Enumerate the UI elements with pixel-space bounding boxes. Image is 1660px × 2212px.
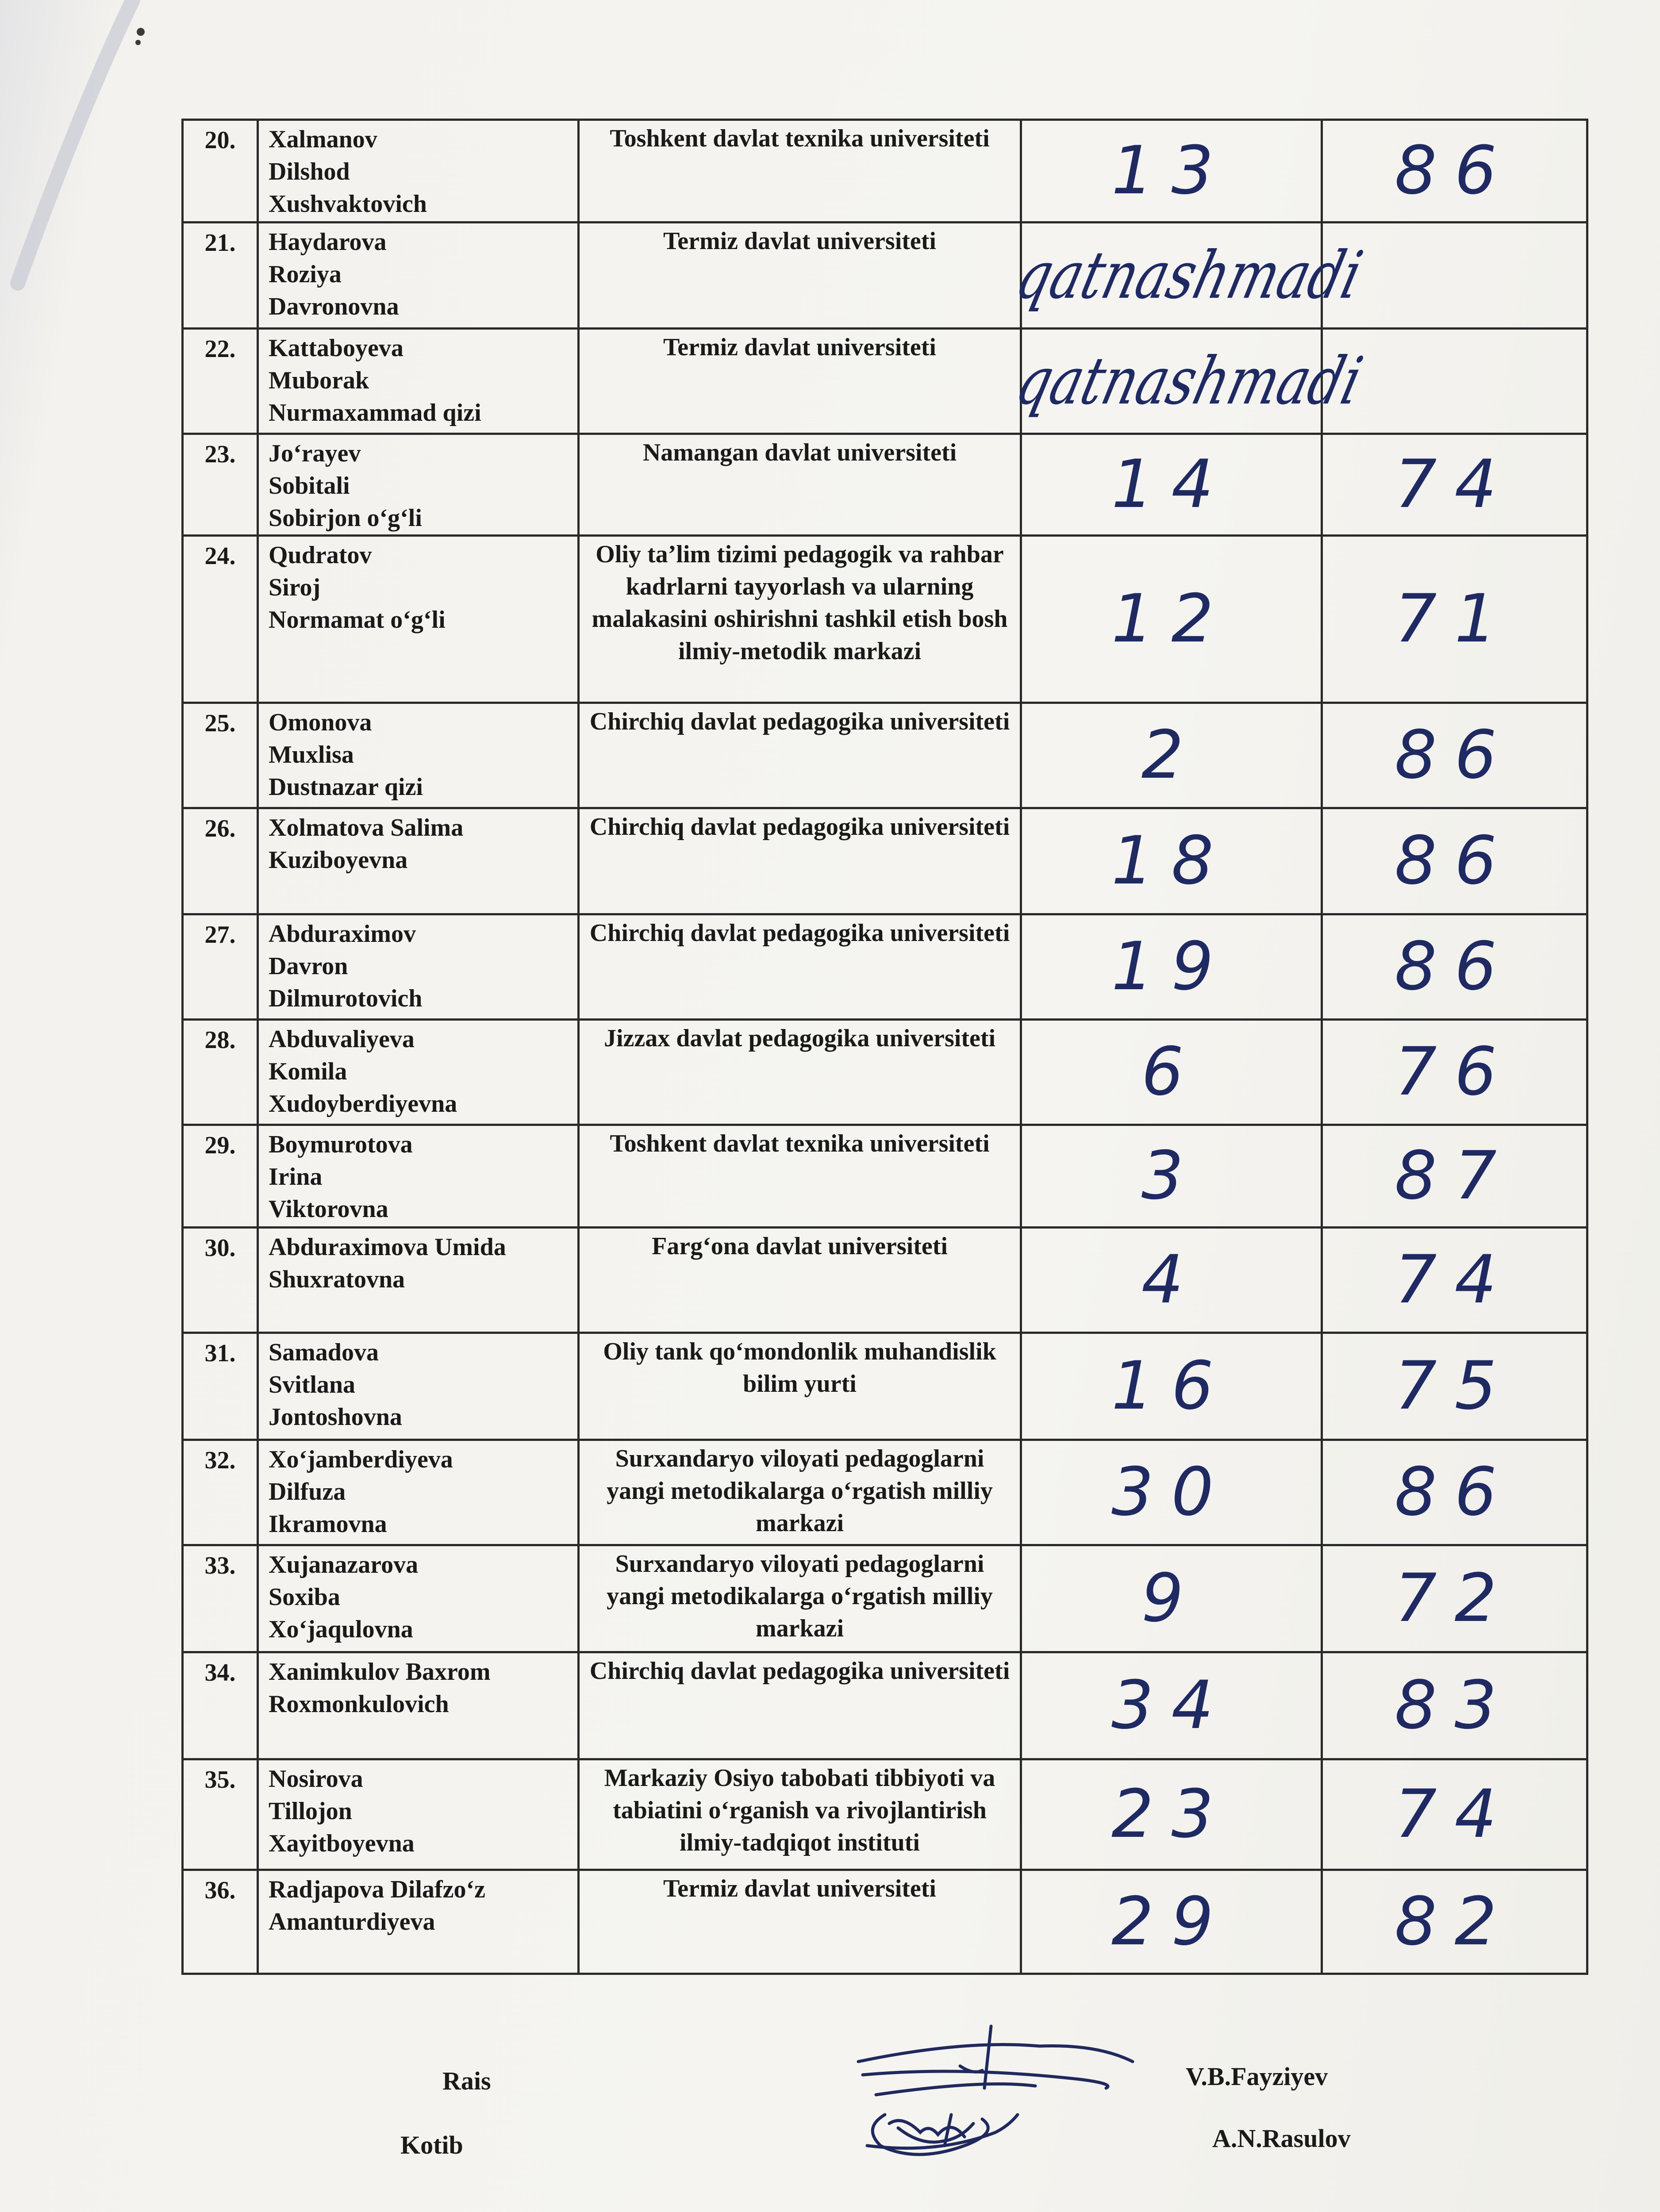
handwritten-score-2: 76 xyxy=(1322,1020,1587,1125)
row-number: 26. xyxy=(183,808,258,914)
participant-name-line: Abduraximov xyxy=(269,920,416,948)
participant-name-line: Xayitboyevna xyxy=(269,1830,415,1857)
participant-name-line: Qudratov xyxy=(269,541,372,569)
handwritten-score-1: 2 xyxy=(1021,703,1322,808)
row-number: 34. xyxy=(183,1652,258,1759)
organization-cell xyxy=(579,1440,1021,1545)
table-row xyxy=(183,1652,1587,1759)
organization-name: Oliy tank qo‘mondonlik muhandislik bilim yurti xyxy=(603,1338,996,1398)
participant-name-line: Dilfuza xyxy=(269,1478,346,1505)
secretary-signature xyxy=(867,2115,1018,2154)
organization-name: Namangan davlat universiteti xyxy=(642,439,957,466)
participant-name-line: Xanimkulov Baxrom xyxy=(269,1658,491,1686)
participant-name-line: Dustnazar qizi xyxy=(269,773,423,801)
row-number: 21. xyxy=(183,223,258,329)
handwritten-score-2: 74 xyxy=(1322,1759,1587,1870)
handwritten-score-2: 86 xyxy=(1322,703,1587,808)
participant-name-line: Jo‘rayev xyxy=(269,440,361,467)
row-number: 25. xyxy=(183,703,258,808)
organization-name: Markaziy Osiyo tabobati tibbiyoti va tabiatini o‘rganish va rivojlantirish ilmiy-tadqiqot instituti xyxy=(604,1764,995,1856)
participant-name-line: Davron xyxy=(269,952,348,980)
table-row xyxy=(183,1333,1587,1440)
participant-name-line: Jontoshovna xyxy=(269,1403,402,1431)
participant-name-line: Muborak xyxy=(269,367,369,394)
participant-name-line: Xo‘jaqulovna xyxy=(269,1616,413,1643)
table-row xyxy=(183,1759,1587,1870)
participant-name-line: Shuxratovna xyxy=(269,1266,405,1293)
row-number: 29. xyxy=(183,1125,258,1228)
handwritten-score-2: 82 xyxy=(1322,1870,1587,1974)
participant-name-line: Ikramovna xyxy=(269,1510,387,1538)
participant-name-line: Haydarova xyxy=(269,228,387,256)
participant-name-cell xyxy=(258,1759,579,1870)
participant-name-line: Abduraximova Umida xyxy=(269,1233,506,1261)
handwritten-score-1: 4 xyxy=(1021,1228,1322,1333)
chair-name: V.B.Fayziyev xyxy=(1186,2062,1328,2091)
participant-name-line: Xushvaktovich xyxy=(269,190,427,218)
handwritten-score-1 xyxy=(1009,329,1370,434)
handwritten-score-2: 83 xyxy=(1322,1652,1587,1759)
handwritten-score-2: 86 xyxy=(1322,1440,1587,1545)
organization-cell xyxy=(579,434,1021,536)
participant-name-line: Muxlisa xyxy=(269,741,354,768)
row-number: 33. xyxy=(183,1545,258,1652)
participant-name-cell xyxy=(258,1440,579,1545)
organization-cell xyxy=(579,914,1021,1020)
organization-cell xyxy=(579,1228,1021,1333)
participant-name-line: Xo‘jamberdiyeva xyxy=(269,1446,453,1473)
table-row xyxy=(183,1440,1587,1545)
participant-name-line: Omonova xyxy=(269,709,372,736)
participant-name-line: Xalmanov xyxy=(269,126,377,153)
participant-name-line: Svitlana xyxy=(269,1371,356,1398)
organization-cell xyxy=(579,1125,1021,1228)
participant-name-line: Davronovna xyxy=(269,293,399,320)
organization-name: Termiz davlat universiteti xyxy=(663,227,936,255)
participant-name-line: Kattaboyeva xyxy=(269,334,403,362)
table-row xyxy=(183,1020,1587,1125)
participant-name-line: Samadova xyxy=(269,1339,379,1366)
organization-cell xyxy=(579,1333,1021,1440)
participant-name-cell xyxy=(258,1652,579,1759)
participant-name-cell xyxy=(258,1020,579,1125)
row-number: 22. xyxy=(183,329,258,434)
absent-note: qatnashmadi xyxy=(1009,237,1370,314)
organization-cell xyxy=(579,1652,1021,1759)
handwritten-score-2: 74 xyxy=(1322,434,1587,536)
participant-name-line: Roziya xyxy=(269,261,342,288)
scan-edge-mark xyxy=(0,0,186,363)
participant-name-cell xyxy=(258,536,579,703)
handwritten-score-1: 12 xyxy=(1021,536,1322,703)
organization-cell xyxy=(579,329,1021,434)
participant-name-cell xyxy=(258,703,579,808)
table-row xyxy=(183,329,1587,434)
handwritten-score-1: 29 xyxy=(1021,1870,1322,1974)
table-row xyxy=(183,434,1587,536)
participant-name-line: Dilshod xyxy=(269,158,350,185)
organization-name: Chirchiq davlat pedagogika universiteti xyxy=(589,813,1010,841)
participant-name-line: Abduvaliyeva xyxy=(269,1025,415,1053)
participant-name-line: Kuziboyevna xyxy=(269,846,408,874)
row-number: 32. xyxy=(183,1440,258,1545)
participant-name-line: Nosirova xyxy=(269,1765,363,1793)
participant-name-cell xyxy=(258,914,579,1020)
participant-name-line: Tillojon xyxy=(269,1797,352,1825)
handwritten-score-2: 86 xyxy=(1322,914,1587,1020)
organization-name: Surxandaryo viloyati pedagoglarni yangi metodikalarga o‘rgatish milliy markazi xyxy=(607,1550,993,1642)
participant-name-cell xyxy=(258,1228,579,1333)
organization-cell xyxy=(579,536,1021,703)
row-number: 23. xyxy=(183,434,258,536)
handwritten-score-1: 14 xyxy=(1021,434,1322,536)
participant-name-line: Radjapova Dilafzo‘z xyxy=(269,1876,485,1903)
organization-cell xyxy=(579,1020,1021,1125)
handwritten-score-1: 9 xyxy=(1021,1545,1322,1652)
participant-name-line: Dilmurotovich xyxy=(269,985,423,1012)
row-number: 35. xyxy=(183,1759,258,1870)
handwritten-score-1: 23 xyxy=(1021,1759,1322,1870)
handwritten-score-1: 6 xyxy=(1021,1020,1322,1125)
participant-name-line: Komila xyxy=(269,1058,347,1085)
secretary-label: Kotib xyxy=(400,2131,463,2159)
organization-name: Jizzax davlat pedagogika universiteti xyxy=(603,1025,996,1052)
organization-cell xyxy=(579,1870,1021,1974)
handwritten-score-1: 3 xyxy=(1021,1125,1322,1228)
row-number: 28. xyxy=(183,1020,258,1125)
organization-name: Farg‘ona davlat universiteti xyxy=(652,1233,948,1260)
table-row xyxy=(183,120,1587,223)
participant-name-line: Xudoyberdiyevna xyxy=(269,1090,457,1118)
table-row xyxy=(183,1545,1587,1652)
results-table xyxy=(181,119,1588,1975)
participant-name-line: Normamat o‘g‘li xyxy=(269,606,446,634)
handwritten-score-1 xyxy=(1009,223,1370,329)
handwritten-score-2: 72 xyxy=(1322,1545,1587,1652)
participant-name-line: Viktorovna xyxy=(269,1195,388,1223)
participant-name-line: Xujanazarova xyxy=(269,1551,419,1578)
participant-name-cell xyxy=(258,1333,579,1440)
row-number: 31. xyxy=(183,1333,258,1440)
participant-name-line: Soxiba xyxy=(269,1583,340,1611)
participant-name-line: Sobitali xyxy=(269,472,350,499)
handwritten-score-2: 74 xyxy=(1322,1228,1587,1333)
organization-name: Oliy ta’lim tizimi pedagogik va rahbar kadrlarni tayyorlash va ularning malakasini oshirishni tashkil etish bosh ilmiy-metodik markazi xyxy=(592,541,1008,665)
table-row xyxy=(183,223,1587,329)
chair-label: Rais xyxy=(442,2066,491,2095)
handwritten-score-2: 86 xyxy=(1322,808,1587,914)
organization-name: Termiz davlat universiteti xyxy=(663,334,936,361)
organization-name: Chirchiq davlat pedagogika universiteti xyxy=(589,1657,1010,1685)
participant-name-line: Irina xyxy=(269,1163,323,1190)
participant-name-line: Boymurotova xyxy=(269,1131,413,1158)
organization-name: Chirchiq davlat pedagogika universiteti xyxy=(589,708,1010,735)
handwritten-score-2: 86 xyxy=(1322,120,1587,223)
row-number: 24. xyxy=(183,536,258,703)
participant-name-line: Roxmonkulovich xyxy=(269,1690,449,1718)
organization-name: Termiz davlat universiteti xyxy=(663,1875,936,1902)
table-row xyxy=(183,1228,1587,1333)
participant-name-cell xyxy=(258,120,579,223)
participant-name-line: Nurmaxammad qizi xyxy=(269,399,481,426)
participant-name-line: Siroj xyxy=(269,574,321,601)
handwritten-score-1: 18 xyxy=(1021,808,1322,914)
signatures xyxy=(849,2013,1168,2208)
row-number: 30. xyxy=(183,1228,258,1333)
chair-signature xyxy=(858,2026,1133,2095)
table-row xyxy=(183,914,1587,1020)
row-number: 36. xyxy=(183,1870,258,1974)
handwritten-score-2: 71 xyxy=(1322,536,1587,703)
participant-name-line: Xolmatova Salima xyxy=(269,814,464,841)
participant-name-line: Sobirjon o‘g‘li xyxy=(269,504,422,532)
handwritten-score-1: 30 xyxy=(1021,1440,1322,1545)
organization-name: Surxandaryo viloyati pedagoglarni yangi metodikalarga o‘rgatish milliy markazi xyxy=(607,1445,993,1537)
row-number: 20. xyxy=(183,120,258,223)
results-table-body xyxy=(183,120,1587,1974)
secretary-name: A.N.Rasulov xyxy=(1212,2124,1351,2153)
participant-name-cell xyxy=(258,223,579,329)
participant-name-cell xyxy=(258,1870,579,1974)
participant-name-cell xyxy=(258,329,579,434)
organization-name: Chirchiq davlat pedagogika universiteti xyxy=(589,919,1010,947)
row-number: 27. xyxy=(183,914,258,1020)
table-row xyxy=(183,1125,1587,1228)
participant-name-cell xyxy=(258,434,579,536)
participant-name-cell xyxy=(258,1125,579,1228)
organization-cell xyxy=(579,223,1021,329)
handwritten-score-1: 13 xyxy=(1021,120,1322,223)
participant-name-cell xyxy=(258,808,579,914)
participant-name-cell xyxy=(258,1545,579,1652)
organization-cell xyxy=(579,1759,1021,1870)
organization-name: Toshkent davlat texnika universiteti xyxy=(610,1130,990,1157)
handwritten-score-1: 19 xyxy=(1021,914,1322,1020)
handwritten-score-1: 16 xyxy=(1021,1333,1322,1440)
handwritten-score-2: 75 xyxy=(1322,1333,1587,1440)
table-row xyxy=(183,536,1587,703)
organization-cell xyxy=(579,120,1021,223)
absent-note: qatnashmadi xyxy=(1009,342,1370,419)
table-row xyxy=(183,1870,1587,1974)
organization-cell xyxy=(579,1545,1021,1652)
organization-name: Toshkent davlat texnika universiteti xyxy=(610,125,990,152)
organization-cell xyxy=(579,703,1021,808)
table-row xyxy=(183,808,1587,914)
table-row xyxy=(183,703,1587,808)
handwritten-score-2: 87 xyxy=(1322,1125,1587,1228)
handwritten-score-1: 34 xyxy=(1021,1652,1322,1759)
organization-cell xyxy=(579,808,1021,914)
participant-name-line: Amanturdiyeva xyxy=(269,1908,435,1936)
